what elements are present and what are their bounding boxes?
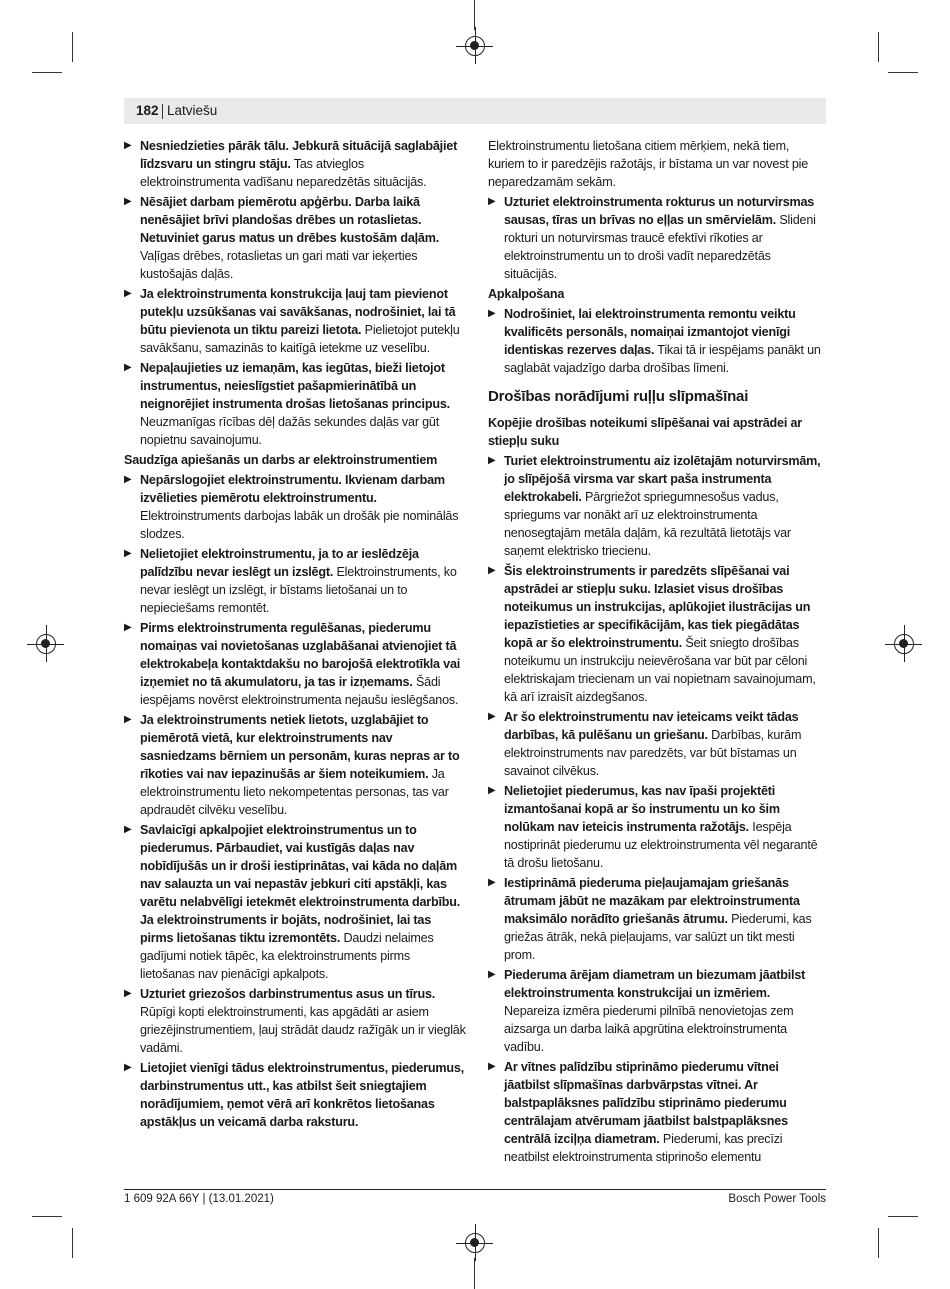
bullet-arrow-icon: ▶ [488,711,496,722]
item-text: Iespēja nostiprināt piederumu uz elektroinstrumenta vēl negarantē tā drošu lietošanu. [504,820,818,870]
item-bold-text: Nelietojiet piederumus, kas nav īpaši projektēti izmantošanai kopā ar šo instrumentu un ko šim nolūkam nav ieteicis instrumenta ražotājs. [504,784,780,834]
list-item [124,711,466,819]
header-language: Latviešu [167,103,218,118]
item-bold-text: Ja elektroinstruments netiek lietots, uzglabājiet to piemērotā vietā, kur elektroinstruments nav sasniedzams bērniem un personām, kuras nepras ar to rīkoties vai nav iepazinušās ar šiem noteikumiem. [140,713,460,781]
left-column [124,137,466,1133]
registration-mark-bottom-icon [465,1233,485,1253]
page-number: 182 [136,103,159,118]
paragraph: Elektroinstrumentu lietošana citiem mērķiem, nekā tiem, kuriem to ir paredzējis ražotājs, ir bīstama un var novest pie neparedzamām sekām. [488,139,809,189]
list-item [488,305,826,377]
item-text: Šeit sniegto drošības noteikumu un instrukciju neievērošana var būt par cēloni elektriskajam triecienam un vai nopietnam savainojumam, kā arī izraisīt aizdegšanos. [504,636,816,704]
list-item [124,821,466,983]
bullet-arrow-icon: ▶ [124,824,132,835]
item-text: Slideni rokturi un noturvirsmas traucē efektīvi rīkoties ar elektroinstrumentu un to droši vadīt neparedzētās situācijās. [504,213,816,281]
item-text: Pārgriežot spriegumnesošus vadus, spriegums var nonākt arī uz elektroinstrumenta nenosegtajām metāla daļām, kā rezultātā lietotājs var saņemt elektrisko triecienu. [504,490,791,558]
bullet-arrow-icon: ▶ [124,1062,132,1073]
bullet-arrow-icon: ▶ [124,714,132,725]
item-text: Neuzmanīgas rīcības dēļ dažās sekundes daļās var gūt nopietnu savainojumu. [140,415,440,447]
bullet-arrow-icon: ▶ [124,196,132,207]
bullet-arrow-icon: ▶ [488,196,496,207]
item-text: Darbības, kurām elektroinstruments nav paredzēts, var būt bīstamas un savainot cilvēkus. [504,728,802,778]
bullet-arrow-icon: ▶ [124,988,132,999]
footer-code: 1 609 92A 66Y | (13.01.2021) [124,1193,274,1205]
registration-mark-right-icon [894,634,914,654]
item-text: Tikai tā ir iespējams panākt un saglabāt vajadzīgo darba drošības līmeni. [504,343,821,375]
item-text: Elektroinstruments darbojas labāk un drošāk pie nominālās slodzes. [140,509,459,541]
list-item [124,137,466,191]
footer-rule [124,1189,826,1190]
list-item [124,471,466,543]
registration-mark-top-icon [465,36,485,56]
subheading: Kopējie drošības noteikumi slīpēšanai vai apstrādei ar stiepļu suku [488,416,802,448]
list-item [124,285,466,357]
list-item [488,1058,826,1166]
crop-mark [878,1228,879,1258]
bullet-arrow-icon: ▶ [488,877,496,888]
right-column [488,137,826,1168]
item-bold-text: Nēsājiet darbam piemērotu apģērbu. Darba laikā nenēsājiet brīvi plandošas drēbes un rotaslietas. Netuviniet garus matus un drēbes kustošām daļām. [140,195,440,245]
item-bold-text: Piederuma ārējam diametram un biezumam jāatbilst elektroinstrumenta konstrukcijai un izmēriem. [504,968,806,1000]
crop-mark [888,1216,918,1217]
crop-mark [32,72,62,73]
item-bold-text: Nodrošiniet, lai elektroinstrumenta remontu veiktu kvalificēts personāls, nomaiņai izmantojot vienīgi identiskas rezerves daļas. [504,307,796,357]
item-bold-text: Ar šo elektroinstrumentu nav ieteicams veikt tādas darbības, kā pulēšanu un griešanu. [504,710,799,742]
list-item [488,874,826,964]
page-header [124,98,826,124]
list-item [488,708,826,780]
footer-brand: Bosch Power Tools [728,1193,826,1205]
item-bold-text: Turiet elektroinstrumentu aiz izolētajām noturvirsmām, jo slīpējošā virsma var skart paša instrumenta elektrokabeli. [504,454,821,504]
item-bold-text: Nesniedzieties pārāk tālu. Jebkurā situācijā saglabājiet līdzsvaru un stingru stāju. [140,139,458,171]
item-bold-text: Savlaicīgi apkalpojiet elektroinstrumentus un to piederumus. Pārbaudiet, vai kustīgās daļas nav nobīdījušās un ir droši iestiprinātas, vai kāda no daļām nav salauzta un vai nepastāv jebkuri citi apstākļi, kas varētu nelabvēlīgi ietekmēt elektroinstrumenta darbību. Ja elektroinstruments ir bojāts, nodrošiniet, lai tas pirms lietošanas tiktu izremontēts. [140,823,461,945]
item-text: Pielietojot putekļu savākšanu, samazinās to kaitīgā ietekme uz veselību. [140,323,460,355]
header-divider [162,104,163,119]
bullet-arrow-icon: ▶ [488,969,496,980]
item-text: Šādi iespējams novērst elektroinstrumenta nejaušu ieslēgšanos. [140,675,459,707]
item-text: Piederumi, kas griežas ātrāk, nekā pieļaujams, var salūzt un tikt mesti prom. [504,912,812,962]
bullet-arrow-icon: ▶ [124,288,132,299]
list-item [488,966,826,1056]
crop-mark [888,72,918,73]
item-bold-text: Pirms elektroinstrumenta regulēšanas, piederumu nomaiņas vai novietošanas uzglabāšanai atvienojiet tā elektrokabeļa kontaktdakšu no barojošā elektrotīkla vai izņemiet no tā akumulatoru, ja tas ir izņemams. [140,621,461,689]
item-bold-text: Ar vītnes palīdzību stiprināmo piederumu vītnei jāatbilst slīpmašīnas darbvārpstas vītnei. Ar balstpaplāksnes palīdzību stiprināmo piederumu centrālajam atvērumam jāatbilst balstpaplāksnes centrālā izciļņa diametram. [504,1060,788,1146]
item-text: Nepareiza izmēra piederumi pilnībā nenovietojas zem aizsarga un darba laikā apgrūtina elektroinstrumenta vadību. [504,1004,794,1054]
subheading: Apkalpošana [488,287,565,301]
registration-mark-left-icon [36,634,56,654]
item-text: Tas atvieglos elektroinstrumenta vadīšanu neparedzētās situācijās. [140,157,427,189]
item-text: Daudzi nelaimes gadījumi notiek tāpēc, ka elektroinstruments pirms lietošanas nav pienācīgi apkalpots. [140,931,434,981]
list-item [124,359,466,449]
bullet-arrow-icon: ▶ [488,785,496,796]
item-bold-text: Uzturiet elektroinstrumenta rokturus un noturvirsmas sausas, tīras un brīvas no eļļas un smērvielām. [504,195,815,227]
item-bold-text: Ja elektroinstrumenta konstrukcija ļauj tam pievienot putekļu uzsūkšanas vai savākšanas, nodrošiniet, lai tā būtu pievienota un tiktu pareizi lietota. [140,287,456,337]
item-text: Rūpīgi kopti elektroinstrumenti, kas apgādāti ar asiem griezējinstrumentiem, ļauj strādāt daudz ražīgāk un ir vieglāk vadāmi. [140,1005,466,1055]
crop-mark [72,32,73,62]
item-text: Ja elektroinstrumentu lieto nekompetentas personas, tas var apdraudēt cilvēku veselību. [140,767,449,817]
section-title: Drošības norādījumi ruļļu slīpmašīnai [488,388,749,405]
list-item [488,452,826,560]
item-text: Vaļīgas drēbes, rotaslietas un gari mati var ieķerties kustošajās daļās. [140,249,418,281]
crop-mark [72,1228,73,1258]
item-bold-text: Nepārslogojiet elektroinstrumentu. Ikvienam darbam izvēlieties piemērotu elektroinstrumentu. [140,473,445,505]
list-item [488,782,826,872]
bullet-arrow-icon: ▶ [124,140,132,151]
item-bold-text: Nepaļaujieties uz iemaņām, kas iegūtas, bieži lietojot instrumentus, neieslīgstiet pašapmierinātībā un neignorējiet instrumenta drošas lietošanas principus. [140,361,450,411]
bullet-arrow-icon: ▶ [124,622,132,633]
subheading: Saudzīga apiešanās un darbs ar elektroinstrumentiem [124,453,438,467]
list-item [124,1059,466,1131]
item-bold-text: Uzturiet griezošos darbinstrumentus asus un tīrus. [140,987,436,1001]
center-line [474,0,475,30]
item-text: Piederumi, kas precīzi neatbilst elektroinstrumenta stiprinošo elementu [504,1132,783,1164]
bullet-arrow-icon: ▶ [124,474,132,485]
item-bold-text: Iestiprināmā piederuma pieļaujamajam griešanās ātrumam jābūt ne mazākam par elektroinstrumenta maksimālo norādīto griešanās ātrumu. [504,876,800,926]
list-item [488,562,826,706]
list-item [488,193,826,283]
crop-mark [878,32,879,62]
center-line [474,1258,475,1289]
item-bold-text: Šis elektroinstruments ir paredzēts slīpēšanai vai apstrādei ar stiepļu suku. Izlasiet visus drošības noteikumus un instrukcijas, aplūkojiet ilustrācijas un iepazīstieties ar specifikācijām, kas tiek piegādātas kopā ar šo elektroinstrumentu. [504,564,811,650]
item-bold-text: Nelietojiet elektroinstrumentu, ja to ar ieslēdzēja palīdzību nevar ieslēgt un izslēgt. [140,547,419,579]
item-text: Elektroinstruments, ko nevar ieslēgt un izslēgt, ir bīstams lietošanai un to nepieciešams remontēt. [140,565,457,615]
bullet-arrow-icon: ▶ [124,362,132,373]
list-item [124,193,466,283]
bullet-arrow-icon: ▶ [488,308,496,319]
item-bold-text: Lietojiet vienīgi tādus elektroinstrumentus, piederumus, darbinstrumentus utt., kas atbilst šeit sniegtajiem norādījumiem, ņemot vērā arī konkrētos lietošanas apstākļus un veicamā darba raksturu. [140,1061,464,1129]
crop-mark [32,1216,62,1217]
bullet-arrow-icon: ▶ [488,1061,496,1072]
list-item [124,545,466,617]
list-item [124,619,466,709]
list-item [124,985,466,1057]
bullet-arrow-icon: ▶ [488,565,496,576]
bullet-arrow-icon: ▶ [488,455,496,466]
bullet-arrow-icon: ▶ [124,548,132,559]
